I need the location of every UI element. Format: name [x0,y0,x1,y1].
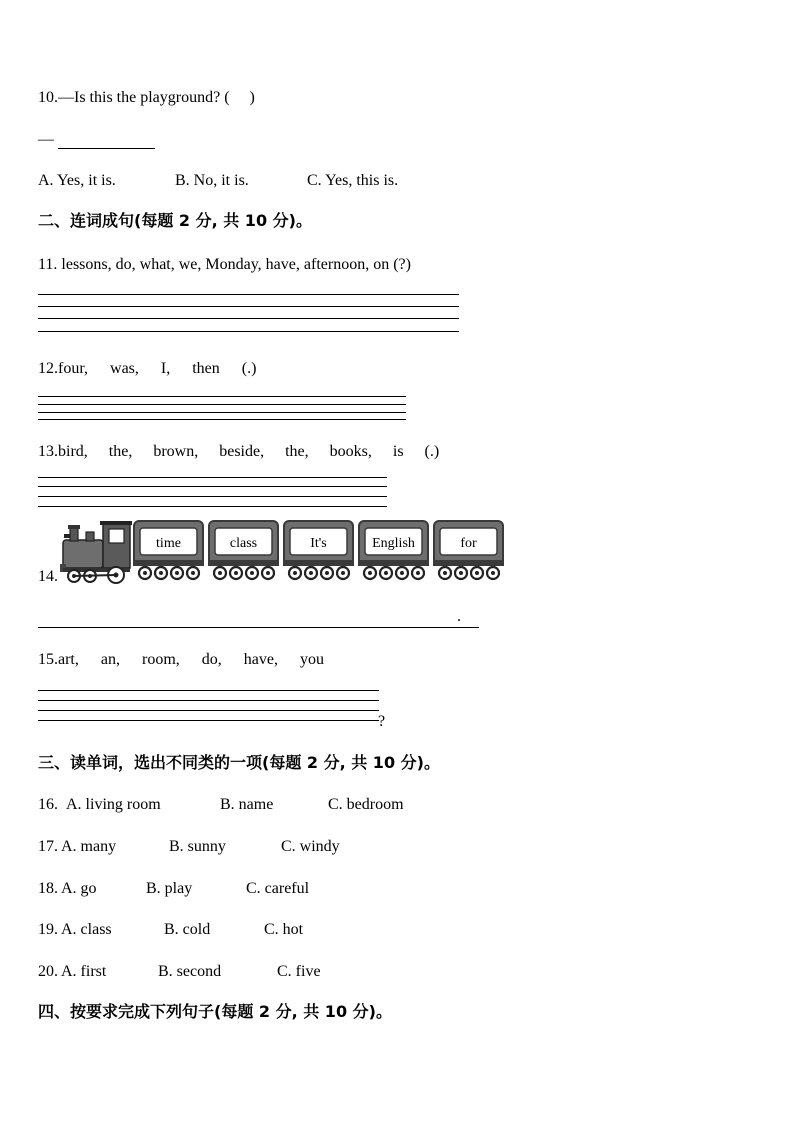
q18-number: 18. [38,880,58,897]
q14-writing-line[interactable] [38,627,479,628]
q13-word: books, [329,443,372,460]
q12-writing-line-1[interactable] [38,396,406,397]
wagon-base [208,560,279,566]
q20-option-a: A. first [61,963,107,980]
q12-word: I, [160,360,171,377]
wagon-word: class [229,536,258,551]
wheel-hub [491,571,495,575]
q13-word: the, [108,443,133,460]
q15-writing-line-2[interactable] [38,700,379,701]
q11-prompt [38,255,411,275]
section-2-heading: 二、连词成句(每题 2 分, 共 10 分)。 [38,211,312,230]
q15-word: an, [100,651,120,668]
q16-option-c: C. bedroom [328,796,404,813]
q15-word: room, [141,651,180,668]
wheel-hub [400,571,404,575]
q14-end-mark: . [457,608,461,625]
q13-writing-line-1[interactable] [38,477,387,478]
q12-word: then [192,360,220,377]
q12-prompt [38,359,256,379]
wagon-word: It's [310,536,327,551]
wagon-base [283,560,354,566]
wheel-hub [250,571,254,575]
q13-writing-line-2[interactable] [38,486,387,487]
q13-word: brown, [153,443,199,460]
q13-writing-line-4[interactable] [38,506,387,507]
wheel-hub [459,571,463,575]
q11-writing-line-4[interactable] [38,331,459,332]
q13-prompt [38,442,439,462]
wheel-hub [384,571,388,575]
train-wagon [433,520,504,582]
q19-option-a: A. class [61,921,112,938]
q12-word: was, [110,360,139,377]
q15-word: art, [58,651,79,668]
wheel-hub [143,571,147,575]
q12-writing-line-4[interactable] [38,419,406,420]
q16-option-a: A. living room [66,796,161,813]
q12-writing-line-2[interactable] [38,404,406,405]
q11-number: 11. [38,256,58,273]
q19-option-c: C. hot [264,921,304,938]
q13-word: bird, [58,443,88,460]
q18-option-b: B. play [146,880,193,897]
q13-word: beside, [219,443,265,460]
wheel-hub [475,571,479,575]
q12-writing-line-3[interactable] [38,412,406,413]
q17-option-c: C. windy [281,838,340,855]
wagon-word: English [372,536,415,551]
wheel-hub [416,571,420,575]
wheel-hub [341,571,345,575]
q11-writing-line-1[interactable] [38,294,459,295]
wagon-base [358,560,429,566]
q13-number: 13. [38,443,58,460]
q13-writing-line-3[interactable] [38,496,387,497]
q11-writing-line-3[interactable] [38,318,459,319]
q19-number: 19. [38,921,58,938]
q10-answer-dash: — [38,131,54,148]
q15-word: have, [243,651,278,668]
q11-words: lessons, do, what, we, Monday, have, afternoon, on (?) [61,256,411,273]
q16-option-b: B. name [220,796,274,813]
q12-number: 12. [38,360,58,377]
q10-option-c: C. Yes, this is. [307,172,399,189]
wheel-hub [266,571,270,575]
wagon-word: time [156,536,181,551]
wagon-base [133,560,204,566]
q18-option-c: C. careful [246,880,310,897]
q20-number: 20. [38,963,58,980]
q13-word: (.) [424,443,440,460]
wheel-hub [368,571,372,575]
locomotive-icon [60,520,132,584]
q19-option-b: B. cold [164,921,211,938]
wagon-base [433,560,504,566]
q15-writing-line-1[interactable] [38,690,379,691]
wheel-hub [443,571,447,575]
q15-prompt [38,650,324,670]
q15-writing-line-4[interactable] [38,720,379,721]
q13-word: the, [285,443,309,460]
q17-option-b: B. sunny [169,838,226,855]
q13-word: is [392,443,404,460]
q15-end-mark: ? [378,713,386,730]
wheel-hub [325,571,329,575]
q10-option-b: B. No, it is. [175,172,249,189]
q15-word: do, [201,651,222,668]
train-wagon [283,520,354,582]
wheel-hub [309,571,313,575]
q15-writing-line-3[interactable] [38,710,379,711]
train-wagon [358,520,429,582]
q18-option-a: A. go [61,880,97,897]
wheel-hub [191,571,195,575]
wheel-hub [234,571,238,575]
section-3-heading: 三、读单词，选出不同类的一项(每题 2 分, 共 10 分)。 [38,753,440,772]
q10-answer-blank[interactable] [58,131,155,149]
wagon-word: for [460,536,477,551]
wheel-hub [159,571,163,575]
wheel-hub [175,571,179,575]
section-4-heading: 四、按要求完成下列句子(每题 2 分, 共 10 分)。 [38,1002,392,1021]
train-wagon [208,520,279,582]
q12-word: four, [58,360,89,377]
q11-writing-line-2[interactable] [38,306,459,307]
q16-number: 16. [38,796,58,813]
q15-number: 15. [38,651,58,668]
q17-number: 17. [38,838,58,855]
wheel-hub [218,571,222,575]
q12-word: (.) [241,360,257,377]
wheel-hub [293,571,297,575]
q14-number: 14. [38,568,58,585]
q15-word: you [299,651,324,668]
q10-option-a: A. Yes, it is. [38,172,116,189]
q20-option-c: C. five [277,963,321,980]
q10-question: 10.—Is this the playground? ( ) [38,89,255,106]
q20-option-b: B. second [158,963,222,980]
train-wagon [133,520,204,582]
q17-option-a: A. many [61,838,117,855]
